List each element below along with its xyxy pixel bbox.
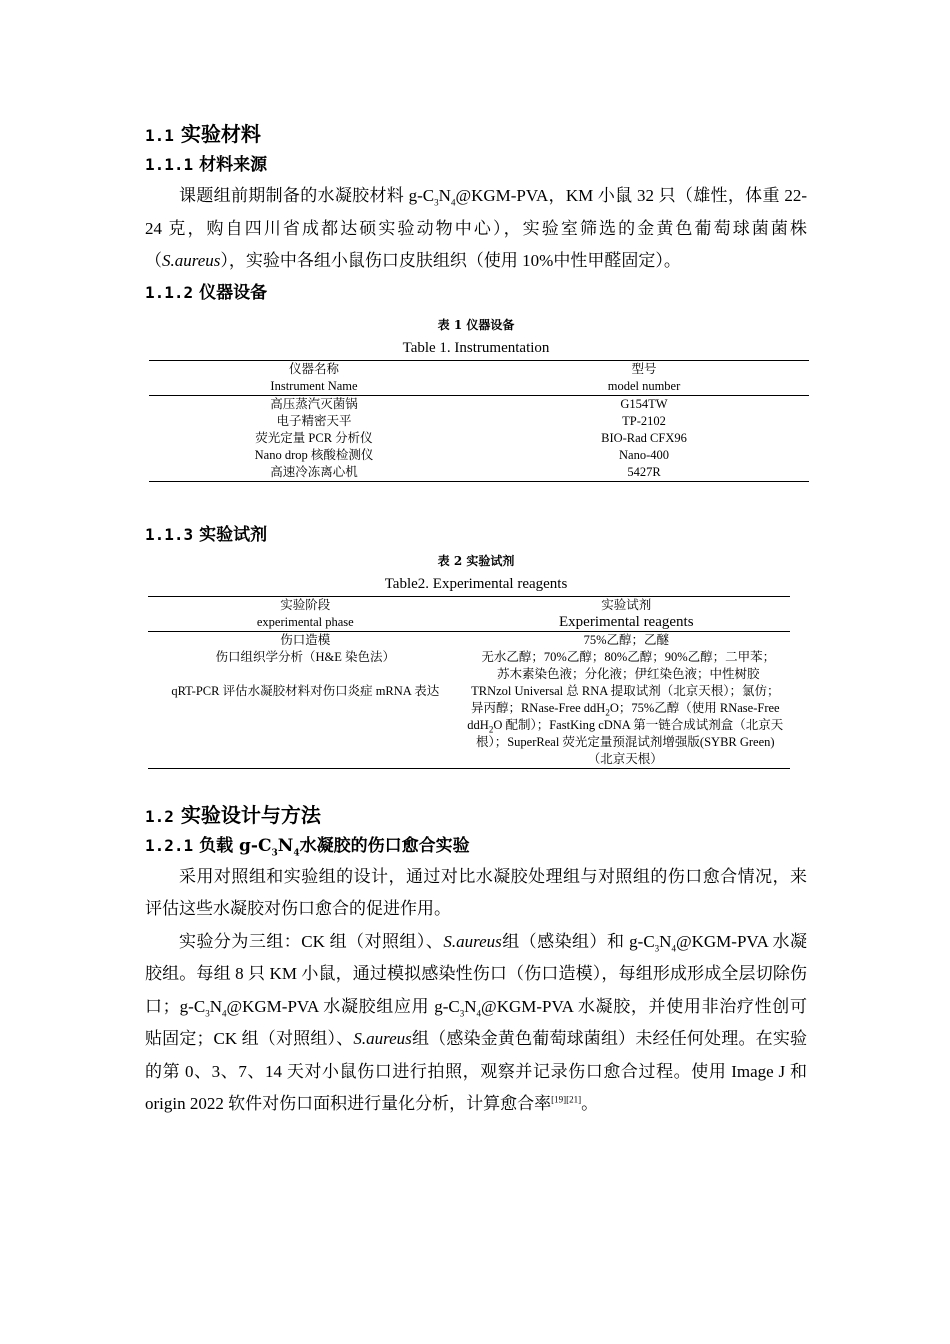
table-header-row [149, 360, 809, 395]
section-1-2-1-heading: 1.2.1 负载 $g-C_3N_4$水凝胶的伤口愈合实验 [145, 835, 470, 858]
section-1-1-heading: 1.1 实验材料 [145, 122, 261, 146]
header-instrument-name: 仪器名称 Instrument Name [270, 361, 358, 393]
table2-caption-en: Table2. Experimental reagents [384, 575, 568, 592]
table2-caption-cn: 表 2 实验试剂 [437, 553, 515, 568]
header-model-number: 型号 model number [607, 361, 681, 393]
citation-ref: [19][21] [551, 1094, 582, 1105]
table-row: 荧光定量 PCR 分析仪 BIO-Rad CFX96 [255, 430, 687, 445]
section-1-1-3-heading: 1.1.3 实验试剂 [145, 524, 268, 545]
header-experimental-reagents: 实验试剂 Experimental reagents [559, 597, 694, 630]
section-1-2-heading: 1.2 实验设计与方法 [145, 802, 321, 827]
table-row: 伤口造模 75%乙醇；乙醚 [280, 632, 669, 647]
table-row: qRT-PCR 评估水凝胶材料对伤口炎症 mRNA 表达 TRNzol Universal 总 RNA 提取试剂（北京天根）；氯仿；异丙醇；RNase-Free ddH$_2$O；75%乙醇（使用 RNase-Free ddH$_2$O 配制）；FastKing cDNA 第一链合成试剂盒（北京天根）；SuperReal 荧光定量预混试剂增强版(SYBR Green)（北京天根） [171, 683, 784, 766]
section-1-1-1-heading: 1.1.1 材料来源 [145, 155, 268, 175]
header-experimental-phase: 实验阶段 experimental phase [256, 597, 354, 629]
table-row: Nano drop 核酸检测仪 Nano-400 [254, 447, 669, 462]
table-row: 伤口组织学分析（H&E 染色法） 无水乙醇；70%乙醇；80%乙醇；90%乙醇；二甲苯；苏木素染色液；分化液；伊红染色液；中性树胶 [215, 649, 776, 681]
table1-caption-en: Table 1. Instrumentation [402, 339, 550, 356]
materials-paragraph: 课题组前期制备的水凝胶材料 $g-C_3N_4@KGM$-PVA，KM 小鼠 32 只（雄性，体重 22-24 克，购自四川省成都达硕实验动物中心），实验室筛选的金黄色葡萄球菌菌株（S.aureus），实验中各组小鼠伤口皮肤组织（使用 10%中性甲醛固定）。 [145, 186, 808, 270]
instrumentation-table [149, 360, 809, 482]
table-row: 高速冷冻离心机 5427R [270, 464, 661, 479]
design-paragraph: 采用对照组和实验组的设计，通过对比水凝胶处理组与对照组的伤口愈合情况，来评估这些水凝胶对伤口愈合的促进作用。 [145, 866, 807, 918]
paper-page [145, 118, 807, 1121]
table-header-row [148, 596, 790, 631]
table-row: 电子精密天平 TP-2102 [276, 413, 666, 428]
groups-paragraph: 实验分为三组：CK 组（对照组）、S.aureus组（感染组）和 $g-C_3N_4@KGM$-PVA 水凝胶组。每组 8 只 KM 小鼠，通过模拟感染性伤口（伤口造模），每组形成形成全层切除伤口；$g-C_3N_4@KGM$-PVA 水凝胶组应用 $g-C_3N_4@KGM$-PVA 水凝胶，并使用非治疗性创可贴固定；CK 组（对照组）、S.aureus组（感染金黄色葡萄球菌组）未经任何处理。在实验的第 0、3、7、14 天对小鼠伤口进行拍照，观察并记录伤口愈合过程。使用 Image J 和 origin 2022 软件对伤口面积进行量化分析，计算愈合率[19][21]。 [145, 931, 808, 1113]
section-1-1-2-heading: 1.1.2 仪器设备 [145, 282, 268, 303]
table1-caption-cn: 表 1 仪器设备 [437, 317, 515, 332]
table-row: 高压蒸汽灭菌锅 G154TW [270, 396, 668, 411]
reagents-table [148, 596, 790, 769]
